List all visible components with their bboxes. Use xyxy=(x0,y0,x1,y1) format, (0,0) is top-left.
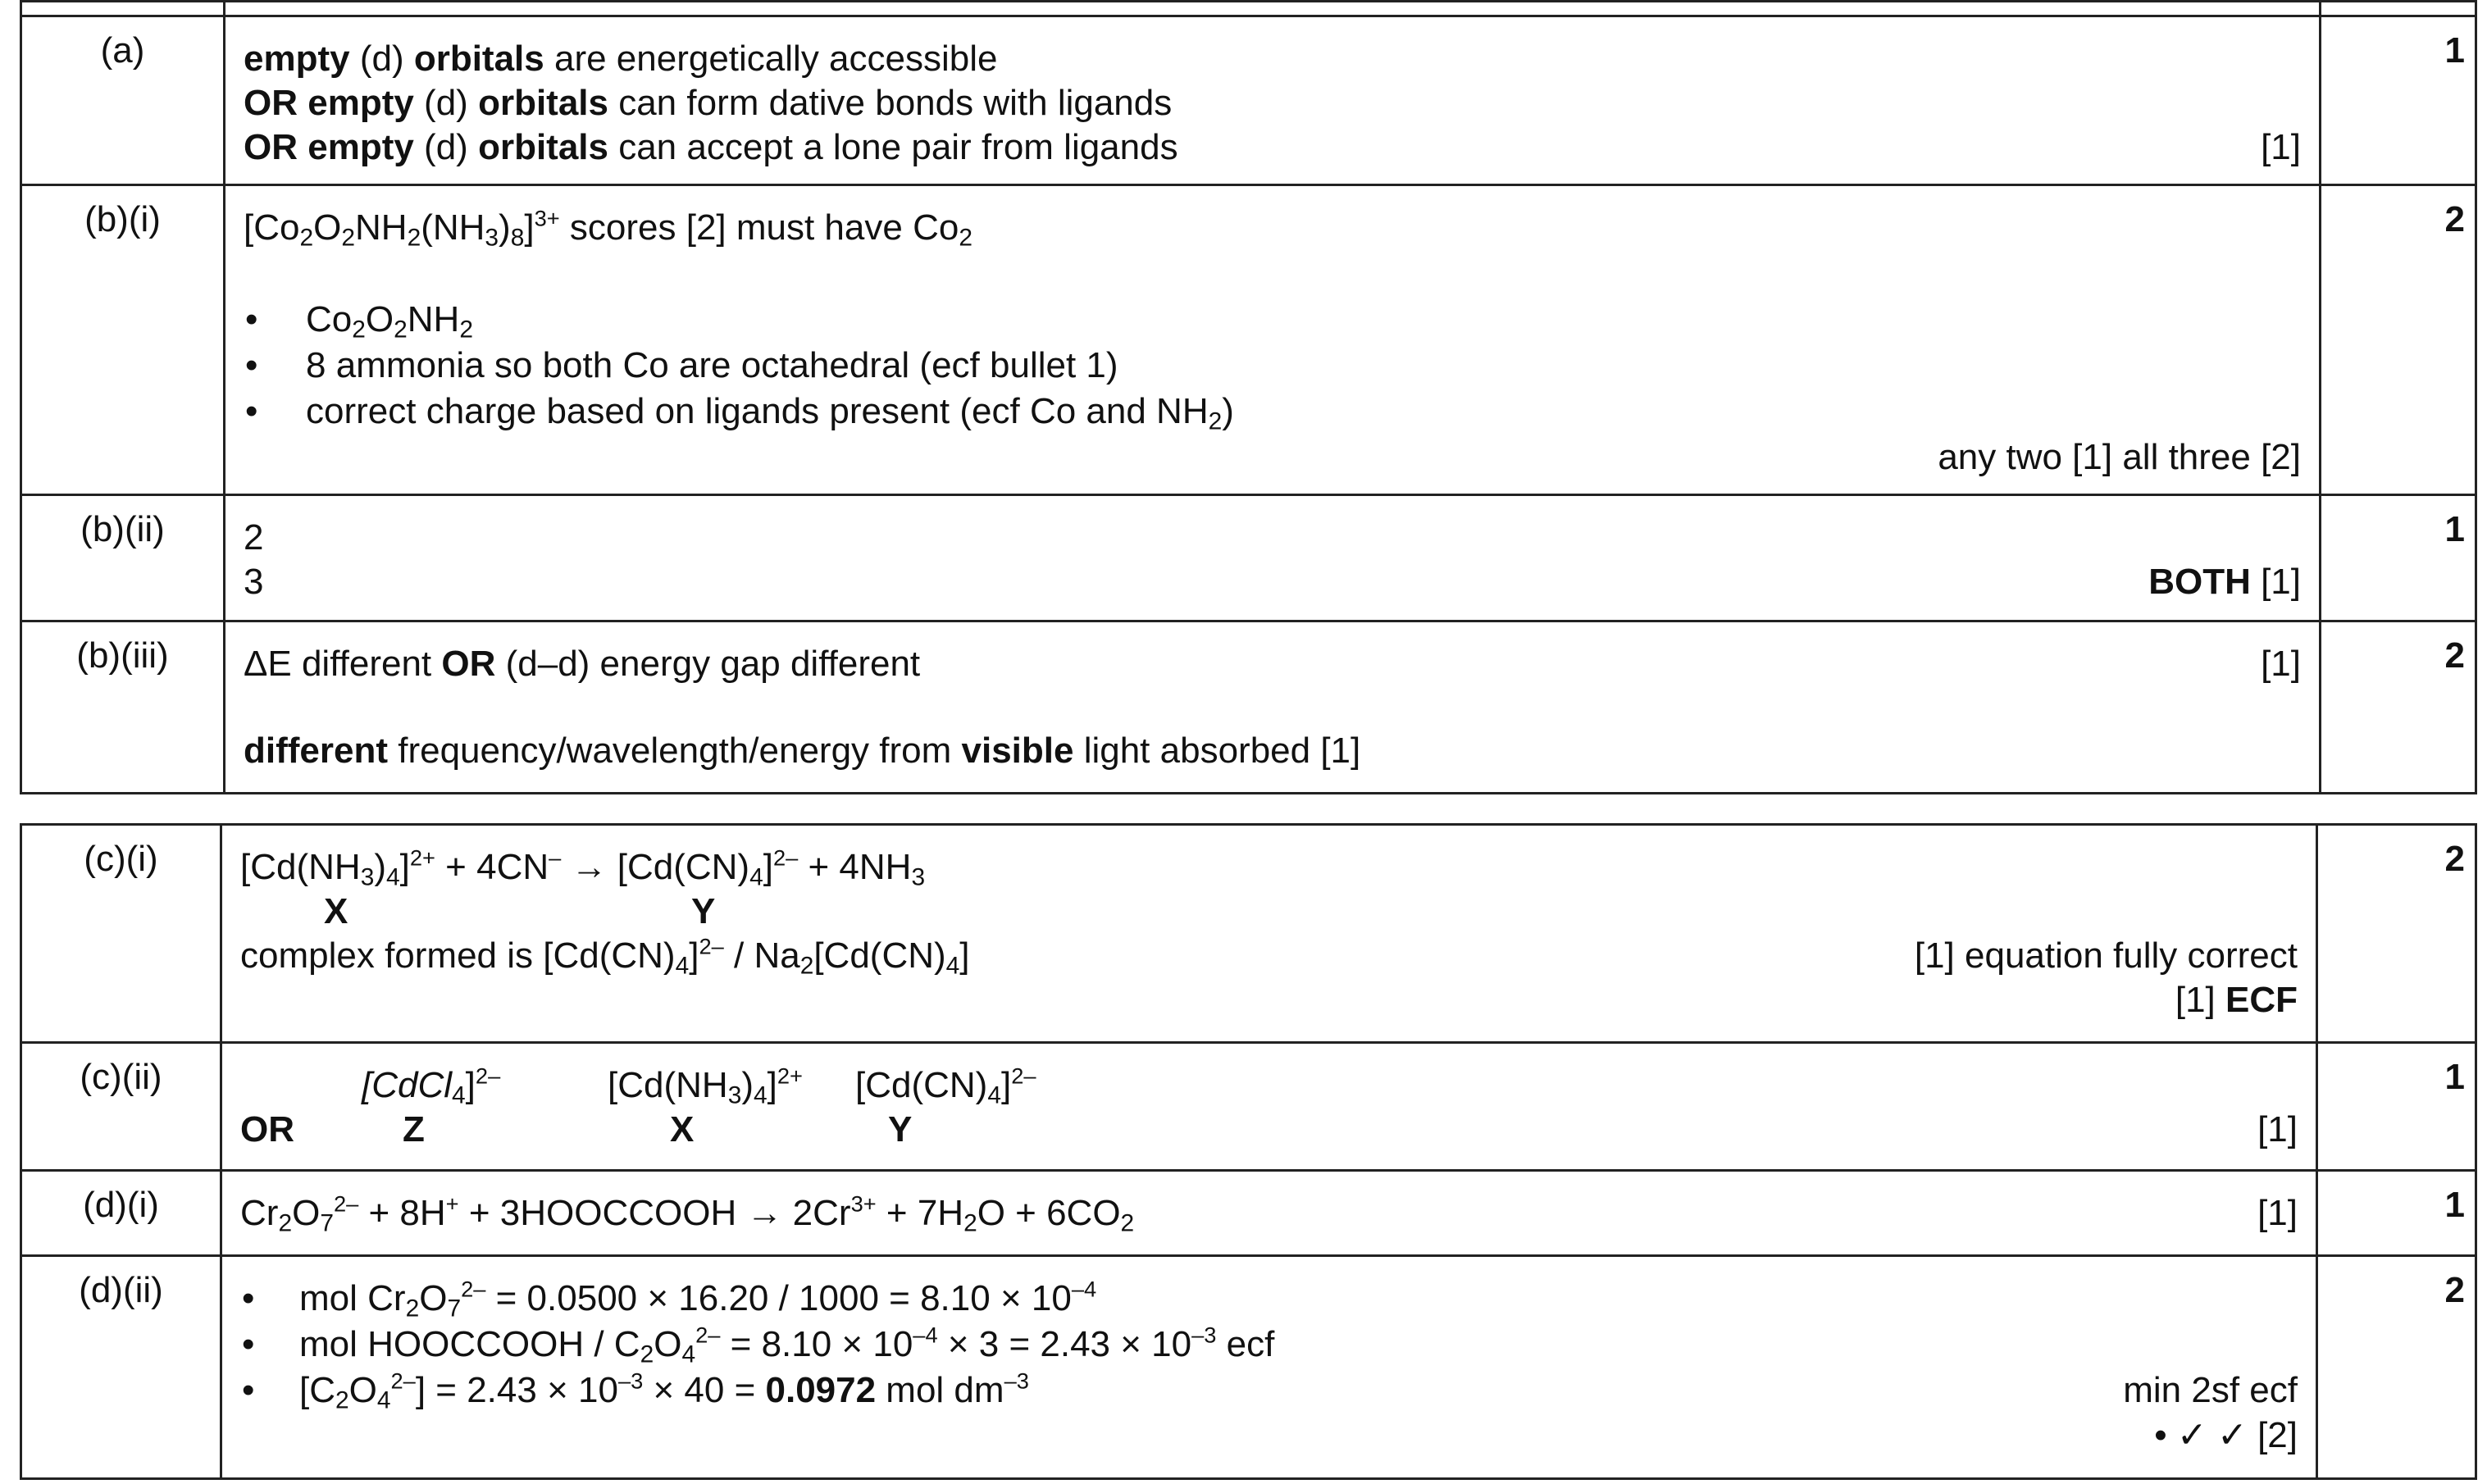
question-number xyxy=(21,825,221,1043)
equation-line xyxy=(240,1190,1135,1237)
answer-line xyxy=(244,127,1178,168)
table-row xyxy=(21,621,2476,794)
formula-part: × 3 = 2.43 × 10 xyxy=(937,1324,1192,1364)
marks-value: 2 xyxy=(2444,1270,2465,1310)
question-label: (b)(ii) xyxy=(80,509,165,549)
bold-text: 0.0972 xyxy=(765,1370,877,1410)
answer-cell xyxy=(225,16,2321,185)
formula-part: O xyxy=(419,1278,448,1318)
superscript: 2– xyxy=(695,1322,721,1348)
text: ) xyxy=(1222,391,1234,431)
or-label: OR xyxy=(240,1109,294,1149)
answer-cell xyxy=(225,185,2321,495)
superscript: 2– xyxy=(1011,1063,1036,1089)
bullet: • xyxy=(245,299,258,339)
marks-value: 2 xyxy=(2444,199,2465,239)
bold-text: orbitals xyxy=(478,83,608,123)
label-y: Y xyxy=(888,1109,913,1149)
mark-note xyxy=(2148,562,2301,603)
superscript: –3 xyxy=(617,1368,644,1394)
subscript: 2 xyxy=(1120,1209,1135,1237)
formula-z xyxy=(362,1063,501,1109)
answer-cell xyxy=(221,1256,2317,1479)
answer-line xyxy=(244,731,1360,772)
formula-part: + 8H xyxy=(358,1193,446,1233)
formula-line xyxy=(244,205,972,252)
superscript: 2– xyxy=(475,1063,501,1089)
formula-part: = 8.10 × 10 xyxy=(720,1324,913,1364)
text: (d–d) energy gap different xyxy=(495,644,921,684)
marks-cell xyxy=(2321,495,2476,621)
subscript: 2 xyxy=(405,1295,420,1322)
question-number xyxy=(21,185,225,495)
formula-part: scores [2] must have Co xyxy=(559,207,959,248)
formula-part: O xyxy=(365,299,394,339)
mark-scheme-table-1 xyxy=(20,0,2477,794)
mark-note: [1] xyxy=(2257,1193,2298,1233)
text: (d) xyxy=(413,83,479,123)
subscript: 2 xyxy=(799,952,814,980)
bullet: • xyxy=(242,1370,255,1410)
marks-value: 2 xyxy=(2444,635,2465,676)
answer-line xyxy=(244,39,997,80)
formula-part: + 7H xyxy=(876,1193,964,1233)
formula-part: / Na xyxy=(723,935,800,976)
question-label: (a) xyxy=(100,30,145,71)
answer-line: 3 xyxy=(244,562,264,602)
formula-part: ] xyxy=(767,1065,777,1105)
mark-note: [1] xyxy=(2257,1109,2298,1149)
subscript: 4 xyxy=(385,863,400,891)
marks-cell xyxy=(2321,621,2476,794)
mark-note: any two [1] all three [2] xyxy=(1938,437,2301,477)
label-x: X xyxy=(324,891,348,931)
formula-part: ecf xyxy=(1216,1324,1275,1364)
question-number xyxy=(21,1256,221,1479)
formula-part: Co xyxy=(306,299,353,339)
table-header-strip xyxy=(21,2,2476,16)
text: (d) xyxy=(413,127,479,167)
formula-part: [CdCl xyxy=(362,1065,453,1105)
header-cell xyxy=(225,2,2321,16)
subscript: 2 xyxy=(335,1386,349,1414)
formula-part: NH xyxy=(407,299,460,339)
formula-part: O xyxy=(313,207,342,248)
subscript: 4 xyxy=(376,1386,391,1414)
formula-part: [Cd(CN) xyxy=(855,1065,988,1105)
mark-note: [1] xyxy=(2261,127,2301,167)
bold-text: orbitals xyxy=(413,39,544,79)
superscript: 2– xyxy=(461,1276,486,1302)
formula-part: ] = 2.43 × 10 xyxy=(415,1370,618,1410)
subscript: 2 xyxy=(278,1209,293,1237)
bold-text: orbitals xyxy=(478,127,608,167)
text: ΔE different xyxy=(244,644,442,684)
question-label: (b)(i) xyxy=(84,199,161,239)
answer-cell xyxy=(221,1171,2317,1256)
mark-note: [1] equation fully correct xyxy=(1914,935,2298,976)
question-number xyxy=(21,495,225,621)
superscript: 2– xyxy=(699,933,724,959)
formula-part: (NH xyxy=(421,207,485,248)
table-row xyxy=(21,825,2476,1043)
formula-part: = 0.0500 × 16.20 / 1000 = 8.10 × 10 xyxy=(485,1278,1072,1318)
marks-cell xyxy=(2317,825,2476,1043)
marks-cell xyxy=(2317,1043,2476,1171)
subscript: 3 xyxy=(360,863,375,891)
mark-note xyxy=(2175,980,2298,1021)
subscript: 2 xyxy=(459,316,473,344)
formula-part: O xyxy=(654,1324,682,1364)
bullet-item xyxy=(306,299,473,344)
bold-text: OR empty xyxy=(244,83,414,123)
bullet: • xyxy=(242,1324,255,1364)
superscript: –4 xyxy=(1071,1276,1097,1302)
question-label: (d)(ii) xyxy=(79,1270,163,1310)
text: [1] xyxy=(2175,980,2225,1020)
mark-note: • ✓ ✓ [2] xyxy=(2154,1415,2298,1455)
bold-text: empty xyxy=(244,39,350,79)
superscript: 2+ xyxy=(409,844,435,871)
formula-part: → [Cd(CN) xyxy=(561,847,750,887)
subscript: 2 xyxy=(963,1209,977,1237)
text: can accept a lone pair from ligands xyxy=(608,127,1178,167)
formula-part: complex formed is [Cd(CN) xyxy=(240,935,676,976)
formula-part: [Cd(NH xyxy=(240,847,361,887)
subscript: 4 xyxy=(452,1081,466,1109)
answer-line xyxy=(240,933,970,980)
bold-text: ECF xyxy=(2225,980,2298,1020)
label-y: Y xyxy=(691,891,716,931)
answer-cell xyxy=(225,495,2321,621)
table-row xyxy=(21,1043,2476,1171)
question-number xyxy=(21,16,225,185)
marks-value: 2 xyxy=(2444,839,2465,879)
subscript: 2 xyxy=(394,316,408,344)
subscript: 2 xyxy=(640,1341,654,1368)
marks-cell xyxy=(2321,185,2476,495)
table-row xyxy=(21,185,2476,495)
formula-part: ) xyxy=(499,207,511,248)
text: are energetically accessible xyxy=(544,39,998,79)
text: can form dative bonds with ligands xyxy=(608,83,1173,123)
subscript: 4 xyxy=(749,863,763,891)
subscript: 3 xyxy=(727,1081,742,1109)
superscript: 2– xyxy=(333,1190,359,1217)
superscript: –3 xyxy=(1004,1368,1029,1394)
answer-cell xyxy=(221,1043,2317,1171)
table-row xyxy=(21,495,2476,621)
formula-part: O + 6CO xyxy=(977,1193,1121,1233)
subscript: 2 xyxy=(341,224,355,252)
formula-part: O xyxy=(292,1193,321,1233)
superscript: 3+ xyxy=(534,205,560,231)
answer-line xyxy=(244,644,920,685)
marks-cell xyxy=(2317,1256,2476,1479)
bullet-item xyxy=(299,1368,1029,1414)
formula-part: NH xyxy=(355,207,408,248)
question-label: (d)(i) xyxy=(83,1185,159,1225)
marks-value: 1 xyxy=(2444,1185,2465,1225)
subscript: 4 xyxy=(945,952,960,980)
question-number xyxy=(21,1043,221,1171)
formula-part: [Co xyxy=(244,207,300,248)
subscript: 3 xyxy=(911,863,926,891)
marks-cell xyxy=(2317,1171,2476,1256)
text: frequency/wavelength/energy from xyxy=(388,731,962,771)
formula-part: ] xyxy=(399,847,410,887)
question-label: (c)(ii) xyxy=(80,1057,162,1097)
formula-part: ) xyxy=(741,1065,754,1105)
bullet: • xyxy=(245,391,258,431)
table-row xyxy=(21,16,2476,185)
formula-part: mol HOOCCOOH / C xyxy=(299,1324,640,1364)
answer-line: 2 xyxy=(244,517,264,558)
subscript: 7 xyxy=(320,1209,334,1237)
bold-text: different xyxy=(244,731,388,771)
subscript: 4 xyxy=(681,1341,696,1368)
formula-part: ] xyxy=(689,935,699,976)
formula-part: [Cd(CN) xyxy=(813,935,946,976)
answer-cell xyxy=(225,621,2321,794)
formula-part: [Cd(NH xyxy=(608,1065,728,1105)
superscript: –3 xyxy=(1191,1322,1217,1348)
bullet-item xyxy=(306,391,1234,435)
label-x: X xyxy=(670,1109,695,1149)
table-row xyxy=(21,1171,2476,1256)
bold-text: BOTH xyxy=(2148,562,2251,602)
marks-value: 1 xyxy=(2444,509,2465,549)
marks-value: 1 xyxy=(2444,1057,2465,1097)
superscript: 2– xyxy=(772,844,799,871)
bullet: • xyxy=(245,345,258,385)
text: correct charge based on ligands present (ecf Co and NH xyxy=(306,391,1209,431)
formula-part: + 3HOOCCOOH → 2Cr xyxy=(458,1193,851,1233)
formula-part: ) xyxy=(374,847,386,887)
superscript: 3+ xyxy=(850,1190,877,1217)
header-cell xyxy=(21,2,225,16)
header-cell xyxy=(2321,2,2476,16)
subscript: 2 xyxy=(1208,407,1223,435)
formula-part: + 4NH xyxy=(798,847,912,887)
mark-note: [1] xyxy=(2261,644,2301,684)
superscript: 2– xyxy=(390,1368,416,1394)
question-number xyxy=(21,1171,221,1256)
formula-part: ] xyxy=(524,207,535,248)
formula-part: × 40 = xyxy=(643,1370,766,1410)
bullet-item xyxy=(299,1322,1275,1368)
subscript: 4 xyxy=(675,952,690,980)
marks-cell xyxy=(2321,16,2476,185)
answer-line xyxy=(244,83,1172,124)
bullet-item: 8 ammonia so both Co are octahedral (ecf bullet 1) xyxy=(306,345,1118,385)
formula-part: O xyxy=(348,1370,377,1410)
formula-part: ] xyxy=(959,935,970,976)
superscript: + xyxy=(445,1190,459,1217)
subscript: 3 xyxy=(485,224,499,252)
subscript: 2 xyxy=(407,224,421,252)
subscript: 4 xyxy=(753,1081,768,1109)
subscript: 2 xyxy=(299,224,314,252)
formula-x xyxy=(608,1063,803,1109)
formula-part: mol dm xyxy=(876,1370,1004,1410)
formula-y xyxy=(855,1063,1036,1109)
formula-part: + 4CN xyxy=(435,847,549,887)
subscript: 8 xyxy=(510,224,525,252)
subscript: 2 xyxy=(959,224,972,252)
subscript: 7 xyxy=(447,1295,462,1322)
question-label: (b)(iii) xyxy=(76,635,169,676)
marks-value: 1 xyxy=(2444,30,2465,71)
formula-part: ] xyxy=(1000,1065,1012,1105)
question-label: (c)(i) xyxy=(84,839,158,879)
mark-note: min 2sf ecf xyxy=(2123,1370,2298,1410)
bold-text: OR xyxy=(441,644,496,684)
subscript: 2 xyxy=(352,316,366,344)
superscript: 2+ xyxy=(777,1063,803,1089)
subscript: 4 xyxy=(987,1081,1001,1109)
superscript: – xyxy=(549,844,562,871)
formula-part: ] xyxy=(763,847,773,887)
label-z: Z xyxy=(403,1109,425,1149)
superscript: –4 xyxy=(913,1322,938,1348)
text: [1] xyxy=(2250,562,2301,602)
formula-part: Cr xyxy=(240,1193,279,1233)
formula-part: mol Cr xyxy=(299,1278,406,1318)
text: (d) xyxy=(349,39,414,79)
bullet-item xyxy=(299,1276,1097,1322)
table-row xyxy=(21,1256,2476,1479)
question-number xyxy=(21,621,225,794)
answer-cell xyxy=(221,825,2317,1043)
bold-text: visible xyxy=(961,731,1074,771)
bullet: • xyxy=(242,1278,255,1318)
equation-line xyxy=(240,844,926,891)
text: light absorbed [1] xyxy=(1073,731,1361,771)
formula-part: ] xyxy=(465,1065,476,1105)
bold-text: OR empty xyxy=(244,127,414,167)
mark-scheme-table-2 xyxy=(20,823,2477,1480)
formula-part: [C xyxy=(299,1370,335,1410)
